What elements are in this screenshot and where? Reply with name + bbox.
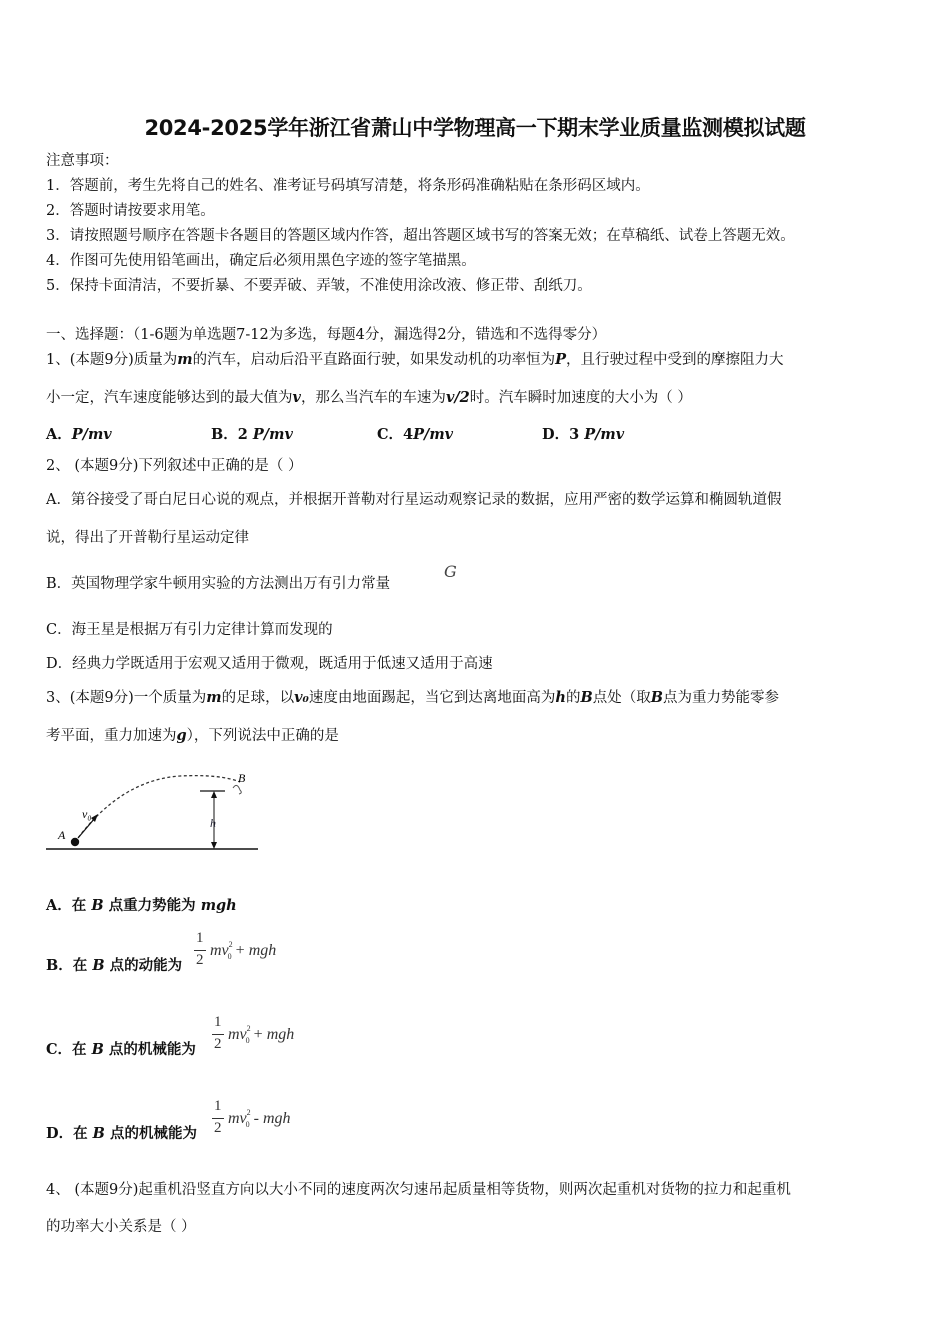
label-v0: v₀ bbox=[82, 807, 92, 821]
gravitational-constant-symbol: G bbox=[444, 562, 457, 581]
q1-stem-line1: 1、(本题9分)质量为m的汽车，启动后沿平直路面行驶，如果发动机的功率恒为P，且行驶过程中受到的摩擦阻力大 bbox=[46, 351, 784, 368]
exam-page: 2024-2025学年浙江省萧山中学物理高一下期末学业质量监测模拟试题 注意事项： 1．答题前，考生先将自己的姓名、准考证号码填写清楚，将条形码准确粘贴在条形码区域内。 2．答题时请按要求用笔。 3．请按照题号顺序在答题卡各题目的答题区域内作答，超出答题区域书写的答案无效；在草稿纸、试卷上答题无效。 4．作图可先使用铅笔画出，确定后必须用黑色字迹的签字笔描黑。 5．保持卡面清洁，不要折暴、不要弄破、弄皱，不准使用涂改液、修正带、刮纸刀。 一、选择题：（1-6题为单选题7-12为多选，每题4分，漏选得2分，错选和不选得零分） 1、(本题9分)质量为m的汽车，启动后沿平直路面行驶，如果发动机的功率恒为P，且行驶过程中受到的摩擦阻力大 小一定，汽车速度能够达到的最大值为v，那么当汽车的车速为v/2时。汽车瞬时加速度的大小为（ ） A．P/mv B．2 P/mv C．4P/mv D．3 P/mv 2、 (本题9分)下列叙述中正确的是（ ） A．第谷接受了哥白尼日心说的观点，并根据开普勒对行星运动观察记录的数据，应用严密的数学运算和椭圆轨道假 说，得出了开普勒行星运动定律 B．英国物理学家牛顿用实验的方法测出万有引力常量 G C．海王星是根据万有引力定律计算而发现的 D．经典力学既适用于宏观又适用于微观，既适用于低速又适用于高速 3、(本题9分)一个质量为m的足球，以v₀速度由地面踢起，当它到达离地面高为h的B点处（取B点为重力势能零参 考平面，重力加速为g），下列说法中正确的是 A B v₀ h A．在 B 点重力势能为 mgh B．在 B 点的动能为 1 2 $mv^2_0$ + mgh C．在 B 点的机械能为 1 2 $mv^2_0$ + mgh D．在 B 点的机械能为 1 2 $mv^2_0$ - mgh 4、 (本题9分)起重机沿竖直方向以大小不同的速度两次匀速吊起质量相等货物，则两次起重机对货物的拉力和起重机 的功率大小关系是（ ） bbox=[0, 0, 950, 1344]
trajectory-path bbox=[75, 776, 240, 842]
q3-option-a: A．在 B 点重力势能为 mgh bbox=[46, 897, 237, 914]
q1-option-a: A．P/mv bbox=[46, 426, 112, 443]
ball-at-b-marker bbox=[233, 785, 241, 794]
q1-option-c: C．4P/mv bbox=[377, 426, 454, 443]
notice-item-1: 1．答题前，考生先将自己的姓名、准考证号码填写清楚，将条形码准确粘贴在条形码区域内。 bbox=[46, 178, 650, 194]
football-trajectory-diagram bbox=[40, 760, 265, 860]
page-title: 2024-2025学年浙江省萧山中学物理高一下期末学业质量监测模拟试题 bbox=[144, 116, 806, 140]
q2-option-d: D．经典力学既适用于宏观又适用于微观，既适用于低速又适用于高速 bbox=[46, 656, 493, 672]
q4-stem-line2: 的功率大小关系是（ ） bbox=[46, 1219, 196, 1235]
section-header: 一、选择题：（1-6题为单选题7-12为多选，每题4分，漏选得2分，错选和不选得零分） bbox=[46, 327, 607, 343]
q2-stem: 2、 (本题9分)下列叙述中正确的是（ ） bbox=[46, 458, 303, 474]
q1-option-d: D．3 P/mv bbox=[542, 426, 625, 443]
height-arrow-down bbox=[211, 842, 217, 849]
height-arrow-up bbox=[211, 791, 217, 798]
label-b: B bbox=[238, 771, 246, 785]
q3-option-b: B．在 B 点的动能为 bbox=[46, 957, 183, 974]
label-h: h bbox=[210, 816, 216, 830]
notice-item-3: 3．请按照题号顺序在答题卡各题目的答题区域内作答，超出答题区域书写的答案无效；在草稿纸、试卷上答题无效。 bbox=[46, 228, 795, 244]
q3-stem-line1: 3、(本题9分)一个质量为m的足球，以v₀速度由地面踢起，当它到达离地面高为h的B点处（取B点为重力势能零参 bbox=[46, 689, 779, 706]
q2-option-b: B．英国物理学家牛顿用实验的方法测出万有引力常量 bbox=[46, 576, 391, 592]
q3-option-c: C．在 B 点的机械能为 bbox=[46, 1041, 196, 1058]
q2-option-a-line2: 说，得出了开普勒行星运动定律 bbox=[46, 530, 249, 546]
notice-item-5: 5．保持卡面清洁，不要折暴、不要弄破、弄皱，不准使用涂改液、修正带、刮纸刀。 bbox=[46, 278, 592, 294]
velocity-arrow bbox=[78, 818, 95, 838]
label-a: A bbox=[58, 828, 66, 842]
notice-item-4: 4．作图可先使用铅笔画出，确定后必须用黑色字迹的签字笔描黑。 bbox=[46, 253, 476, 269]
notice-heading: 注意事项： bbox=[46, 153, 119, 169]
q1-stem-line2: 小一定，汽车速度能够达到的最大值为v，那么当汽车的车速为v/2时。汽车瞬时加速度的大小为（ ） bbox=[46, 389, 692, 406]
notice-item-2: 2．答题时请按要求用笔。 bbox=[46, 203, 215, 219]
q3-stem-line2: 考平面，重力加速为g），下列说法中正确的是 bbox=[46, 727, 339, 744]
q1-option-b: B．2 P/mv bbox=[211, 426, 293, 443]
q3-option-d: D．在 B 点的机械能为 bbox=[46, 1125, 197, 1142]
q4-stem-line1: 4、 (本题9分)起重机沿竖直方向以大小不同的速度两次匀速吊起质量相等货物，则两次起重机对货物的拉力和起重机 bbox=[46, 1182, 791, 1198]
q2-option-c: C．海王星是根据万有引力定律计算而发现的 bbox=[46, 622, 333, 638]
q2-option-a-line1: A．第谷接受了哥白尼日心说的观点，并根据开普勒对行星运动观察记录的数据，应用严密的数学运算和椭圆轨道假 bbox=[46, 492, 782, 508]
ball-marker bbox=[71, 838, 79, 846]
